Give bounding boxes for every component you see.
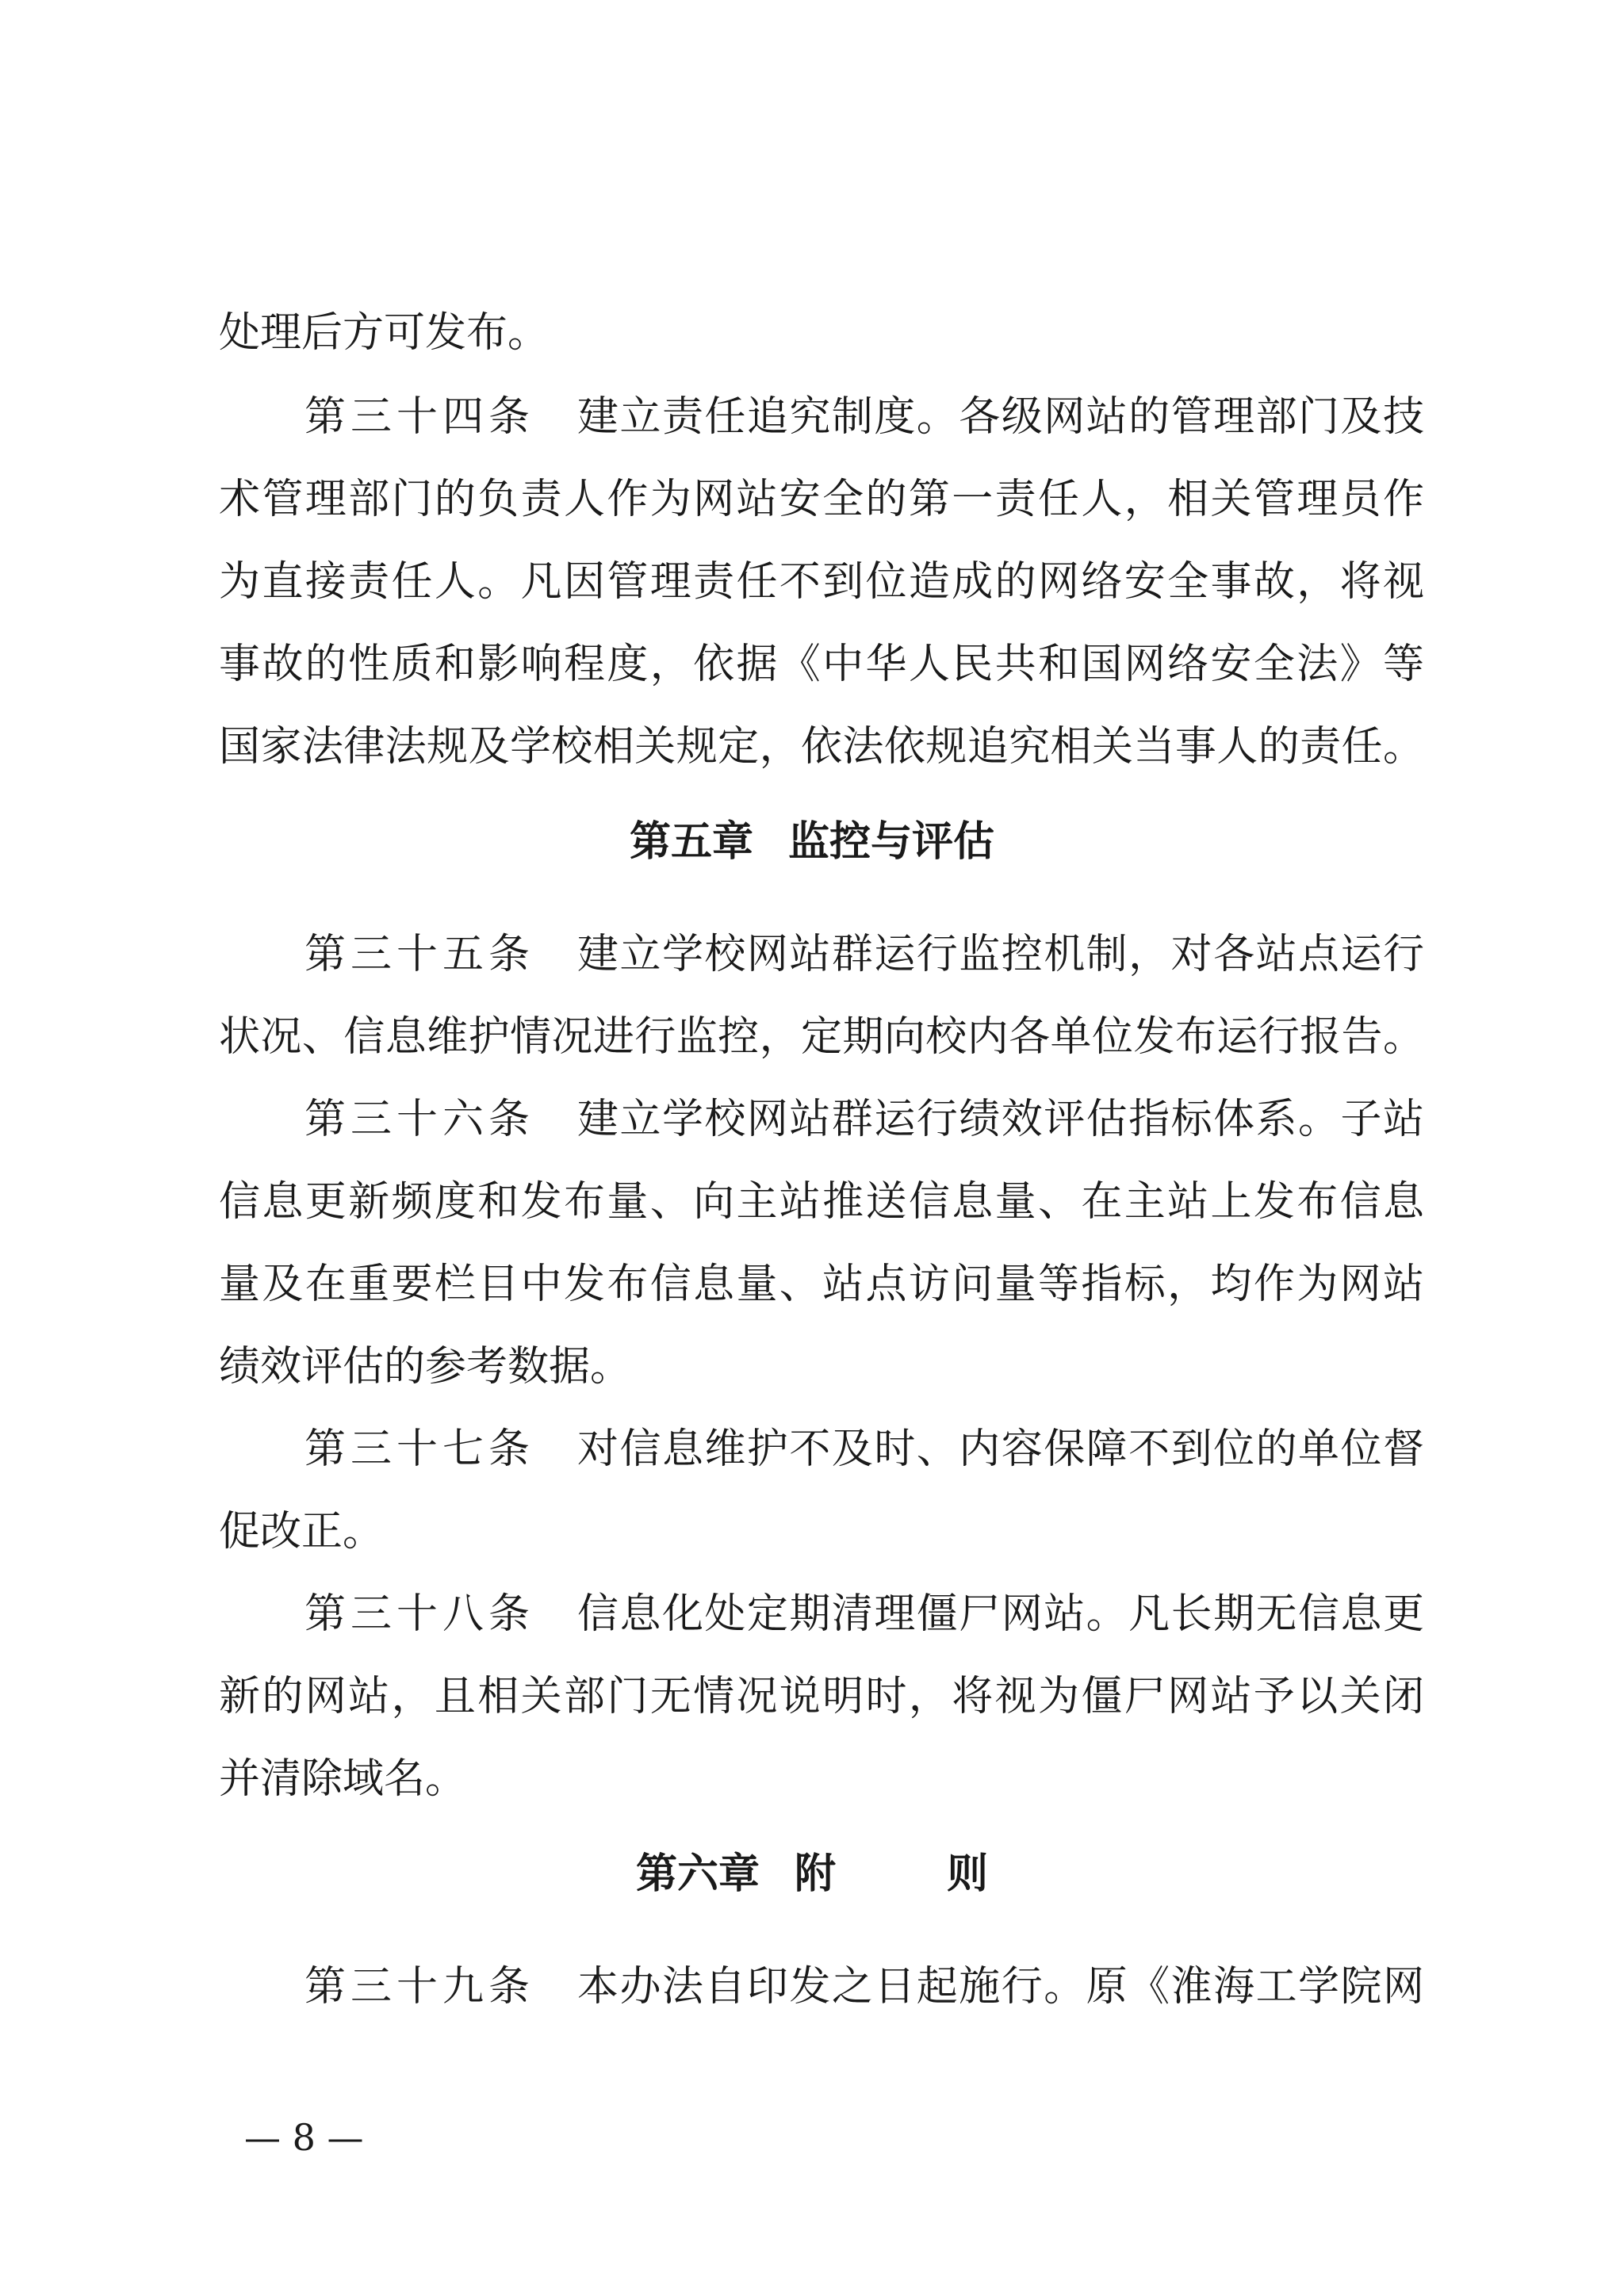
article-39-text: 本办法自印发之日起施行。原《淮海工学院网 bbox=[577, 1963, 1424, 2011]
text-line: 新的网站，且相关部门无情况说明时，将视为僵尸网站予以关闭 bbox=[219, 1673, 1424, 1720]
article-39-label: 第三十九条 bbox=[304, 1963, 535, 2011]
text-line: 并清除域名。 bbox=[219, 1755, 467, 1803]
article-35-text: 建立学校网站群运行监控机制，对各站点运行 bbox=[577, 931, 1424, 978]
chapter-5-heading bbox=[0, 810, 1624, 874]
text-line: 术管理部门的负责人作为网站安全的第一责任人，相关管理员作 bbox=[219, 476, 1424, 523]
text-line: 促改正。 bbox=[219, 1508, 385, 1556]
page-number: — 8 — bbox=[244, 2116, 364, 2159]
text-line: 事故的性质和影响程度，依据《中华人民共和国网络安全法》等 bbox=[219, 641, 1424, 688]
text-line: 为直接责任人。凡因管理责任不到位造成的网络安全事故，将视 bbox=[219, 558, 1424, 606]
article-35-label: 第三十五条 bbox=[304, 931, 535, 978]
chapter-5-title: 监控与评估 bbox=[788, 818, 995, 866]
text-line: 绩效评估的参考数据。 bbox=[219, 1343, 632, 1391]
article-37-label: 第三十七条 bbox=[304, 1425, 535, 1473]
article-39-line bbox=[304, 1955, 1424, 2019]
article-36-text: 建立学校网站群运行绩效评估指标体系。子站 bbox=[577, 1096, 1424, 1143]
article-37-text: 对信息维护不及时、内容保障不到位的单位督 bbox=[577, 1425, 1424, 1473]
article-35-line bbox=[304, 923, 1424, 986]
article-36-line bbox=[304, 1088, 1424, 1151]
article-38-line bbox=[304, 1582, 1424, 1646]
text-line: 信息更新频度和发布量、向主站推送信息量、在主站上发布信息 bbox=[219, 1178, 1424, 1226]
chapter-5-number: 第五章 bbox=[629, 818, 753, 866]
text-line: 状况、信息维护情况进行监控，定期向校内各单位发布运行报告。 bbox=[219, 1013, 1424, 1061]
chapter-6-title: 附则 bbox=[795, 1850, 1100, 1898]
text-line: 处理后方可发布。 bbox=[219, 309, 550, 357]
article-34-text: 建立责任追究制度。各级网站的管理部门及技 bbox=[577, 393, 1424, 441]
article-37-line bbox=[304, 1418, 1424, 1481]
article-38-label: 第三十八条 bbox=[304, 1590, 535, 1638]
article-38-text: 信息化处定期清理僵尸网站。凡长期无信息更 bbox=[577, 1590, 1424, 1638]
text-line: 国家法律法规及学校相关规定，依法依规追究相关当事人的责任。 bbox=[219, 723, 1424, 771]
chapter-6-heading bbox=[0, 1843, 1624, 1906]
article-36-label: 第三十六条 bbox=[304, 1096, 535, 1143]
chapter-6-number: 第六章 bbox=[635, 1850, 760, 1898]
article-34-line bbox=[304, 385, 1424, 449]
article-34-label: 第三十四条 bbox=[304, 393, 535, 441]
text-line: 量及在重要栏目中发布信息量、站点访问量等指标，均作为网站 bbox=[219, 1261, 1424, 1308]
